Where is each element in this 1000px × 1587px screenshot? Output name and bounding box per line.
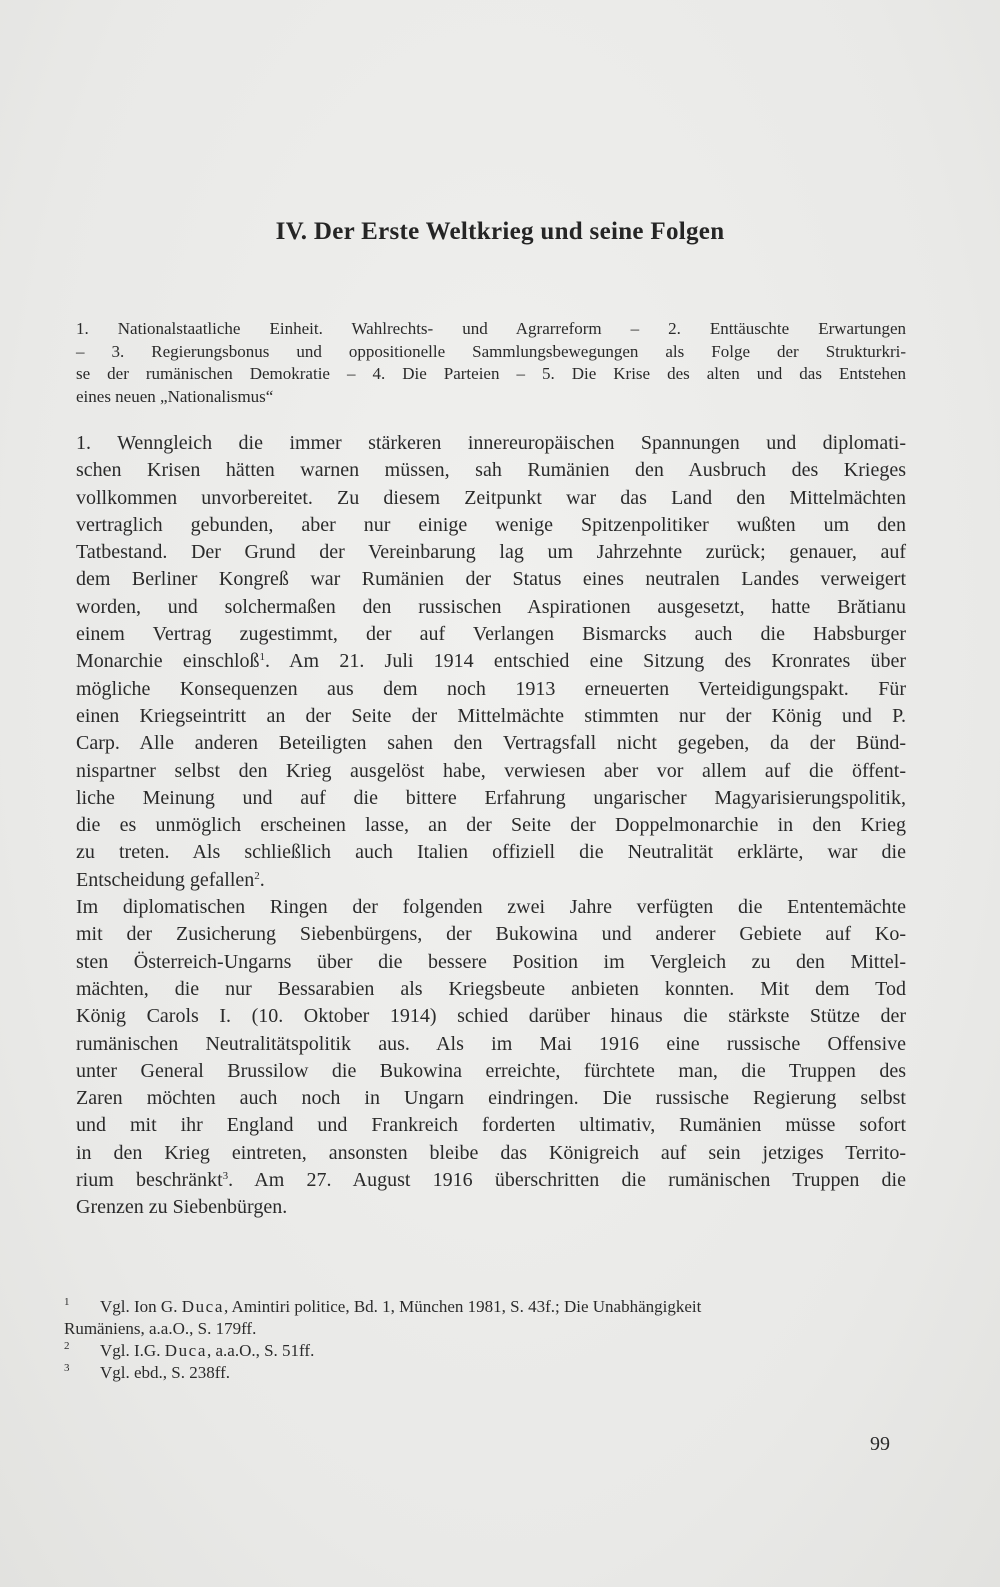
text-line: vollkommen unvorbereitet. Zu diesem Zeitpunkt war das Land den Mittelmächten xyxy=(76,486,906,509)
text-line: zu treten. Als schließlich auch Italien offiziell die Neutralität erklärte, war die xyxy=(76,841,906,864)
text-line xyxy=(76,1167,906,1194)
text-line: die es unmöglich erscheinen lasse, an der Seite der Doppelmonarchie in den Krieg xyxy=(76,814,906,837)
text-line: Im diplomatischen Ringen der folgenden zwei Jahre verfügten die Ententemächte xyxy=(76,896,906,919)
text-line: worden, und solchermaßen den russischen Aspirationen ausgesetzt, hatte Brătianu xyxy=(76,595,906,618)
footnote-text: , Amintiri politice, Bd. 1, München 1981, S. 43f.; Die Unabhängigkeit xyxy=(223,1297,702,1316)
text-line: einem Vertrag zugestimmt, der auf Verlangen Bismarcks auch die Habsburger xyxy=(76,623,906,646)
text-fragment: Monarchie einschloß xyxy=(76,650,260,673)
page-number: 99 xyxy=(870,1433,890,1455)
footnote-text: Vgl. Ion G. xyxy=(100,1297,182,1316)
text-line: 1. Wenngleich die immer stärkeren innereuropäischen Spannungen und diplomati- xyxy=(76,432,906,454)
text-line: dem Berliner Kongreß war Rumänien der Status eines neutralen Landes verweigert xyxy=(76,568,906,591)
footnote-reference[interactable]: 2 xyxy=(254,869,260,882)
text-line: mit der Zusicherung Siebenbürgens, der Bukowina und anderer Gebiete auf Ko- xyxy=(76,923,906,946)
text-line: in den Krieg eintreten, ansonsten bleibe das Königreich auf sein jetziges Territo- xyxy=(76,1141,906,1164)
text-line: sten Österreich-Ungarns über die bessere Position im Vergleich zu den Mittel- xyxy=(76,950,906,973)
text-line: und mit ihr England und Frankreich forderten ultimativ, Rumänien müsse sofort xyxy=(76,1114,906,1137)
footnote-1-continuation: Rumäniens, a.a.O., S. 179ff. xyxy=(64,1319,257,1338)
footnote-author: Duca xyxy=(181,1297,224,1316)
toc-line: se der rumänischen Demokratie – 4. Die Parteien – 5. Die Krise des alten und das Entstehen xyxy=(76,364,906,383)
text-fragment: rium beschränkt xyxy=(76,1169,223,1192)
text-line: schen Krisen hätten warnen müssen, sah Rumänien den Ausbruch des Krieges xyxy=(76,459,906,482)
text-line: Carp. Alle anderen Beteiligten sahen den Vertragsfall nicht gegeben, da der Bünd- xyxy=(76,732,906,755)
text-fragment: . Am 21. Juli 1914 entschied eine Sitzung des Kronrates über xyxy=(265,650,906,673)
footnote-reference[interactable]: 1 xyxy=(259,651,265,664)
text-line: rumänischen Neutralitätspolitik aus. Als im Mai 1916 eine russische Offensive xyxy=(76,1032,906,1055)
text-fragment: Entscheidung gefallen xyxy=(76,868,255,891)
text-line: mächten, die nur Bessarabien als Kriegsbeute anbieten konnten. Mit dem Tod xyxy=(76,977,906,1000)
footnote-1: 1 Vgl. Ion G. Duca, Amintiri politice, Bd. 1, München 1981, S. 43f.; Die Unabhängigkeit xyxy=(64,1296,702,1316)
chapter-contents-summary xyxy=(76,318,906,408)
text-line: Entscheidung gefallen$^2$. xyxy=(76,868,265,891)
text-line: mögliche Konsequenzen aus dem noch 1913 erneuerten Verteidigungspakt. Für xyxy=(76,677,906,700)
footnote-text: , a.a.O., S. 51ff. xyxy=(206,1341,315,1360)
toc-line: – 3. Regierungsbonus und oppositionelle Sammlungsbewegungen als Folge der Strukturkri- xyxy=(76,341,906,361)
body-text xyxy=(76,430,906,1222)
text-line xyxy=(76,648,906,675)
toc-line: 1. Nationalstaatliche Einheit. Wahlrechts- und Agrarreform – 2. Enttäuschte Erwartungen xyxy=(76,319,906,338)
text-line: nispartner selbst den Krieg ausgelöst habe, verwiesen aber vor allem auf die öffent- xyxy=(76,759,906,782)
footnote-author: Duca xyxy=(164,1341,207,1360)
text-line: unter General Brussilow die Bukowina erreichte, fürchtete man, die Truppen des xyxy=(76,1059,906,1082)
footnote-2: 2 Vgl. I.G. Duca, a.a.O., S. 51ff. xyxy=(64,1340,315,1360)
footnote-3: 3 Vgl. ebd., S. 238ff. xyxy=(64,1362,231,1382)
text-line: vertraglich gebunden, aber nur einige wenige Spitzenpolitiker wußten um den xyxy=(76,513,906,536)
footnote-reference[interactable]: 3 xyxy=(222,1170,229,1183)
toc-line: eines neuen „Nationalismus“ xyxy=(76,386,274,406)
text-line: einen Kriegseintritt an der Seite der Mittelmächte stimmten nur der König und P. xyxy=(76,704,906,727)
footnote-text: Vgl. ebd., S. 238ff. xyxy=(100,1363,231,1382)
text-line: liche Meinung und auf die bittere Erfahrung ungarischer Magyarisierungspolitik, xyxy=(76,786,906,809)
text-fragment: . Am 27. August 1916 überschritten die rumänischen Truppen die xyxy=(228,1169,906,1192)
chapter-title: IV. Der Erste Weltkrieg und seine Folgen xyxy=(275,218,725,245)
text-line: Tatbestand. Der Grund der Vereinbarung lag um Jahrzehnte zurück; genauer, auf xyxy=(76,541,906,564)
footnote-text: Vgl. I.G. xyxy=(100,1341,165,1360)
text-line: Grenzen zu Siebenbürgen. xyxy=(76,1196,288,1219)
footnotes xyxy=(64,1296,904,1384)
text-line: König Carols I. (10. Oktober 1914) schied darüber hinaus die stärkste Stütze der xyxy=(76,1005,906,1028)
text-line: Zaren möchten auch noch in Ungarn eindringen. Die russische Regierung selbst xyxy=(76,1087,906,1110)
